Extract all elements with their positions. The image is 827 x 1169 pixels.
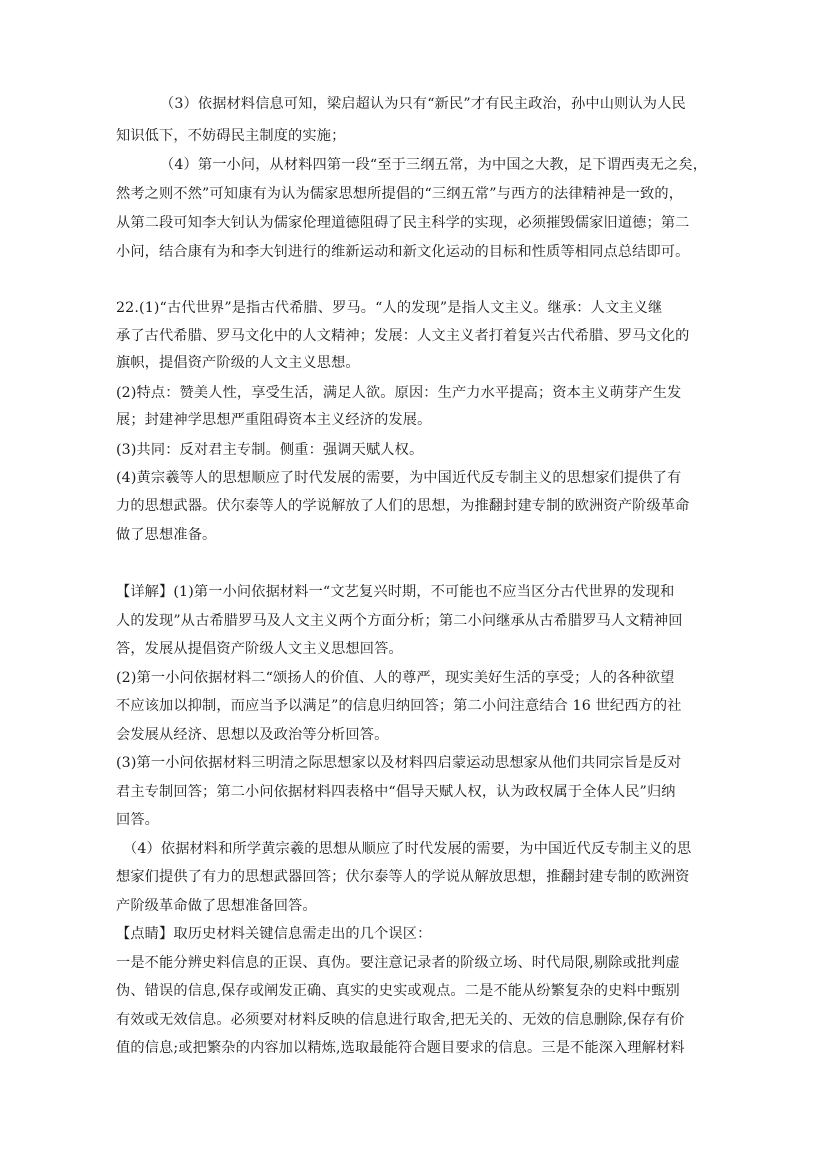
q22-answer-line-6: (3)共同：反对君主专制。侧重：强调天赋人权。 bbox=[116, 442, 424, 458]
detail-line-10: （4）依据材料和所学黄宗羲的思想从顺应了时代发展的需要，为中国近代反专制主义的思 bbox=[123, 841, 692, 857]
note-3-line-1: （3）依据材料信息可知，梁启超认为只有“新民”才有民主政治，孙中山则认为人民 bbox=[160, 96, 686, 112]
tip-line-3: 有效或无效信息。必须要对材料反映的信息进行取舍,把无关的、无效的信息删除,保存有价 bbox=[116, 1012, 685, 1028]
q22-answer-line-9: 做了思想准备。 bbox=[116, 527, 217, 543]
tip-line-1: 一是不能分辨史料信息的正误、真伪。要注意记录者的阶级立场、时代局限,剔除或批判虚 bbox=[116, 955, 680, 971]
q22-answer-line-7: (4)黄宗羲等人的思想顺应了时代发展的需要，为中国近代反专制主义的思想家们提供了有 bbox=[116, 470, 682, 486]
q22-answer-line-8: 力的思想武器。伏尔泰等人的学说解放了人们的思想，为推翻封建专制的欧洲资产阶级革命 bbox=[116, 498, 690, 514]
q22-answer-line-4: (2)特点：赞美人性，享受生活，满足人欲。原因：生产力水平提高；资本主义萌芽产生发 bbox=[116, 385, 682, 401]
q22-answer-line-3: 旗帜，提倡资产阶级的人文主义思想。 bbox=[116, 355, 360, 371]
note-4-line-4: 小问，结合康有为和李大钊进行的维新运动和新文化运动的目标和性质等相同点总结即可。 bbox=[116, 244, 690, 260]
q22-answer-line-1: 22.(1)“古代世界”是指古代希腊、罗马。“人的发现”是指人文主义。继承：人文主义继 bbox=[116, 300, 663, 316]
detail-line-8: 君主专制回答；第二小问依据材料四表格中“倡导天赋人权，认为政权属于全体人民”归纳 bbox=[116, 784, 676, 800]
q22-answer-line-5: 展；封建神学思想严重阻碍资本主义经济的发展。 bbox=[116, 412, 432, 428]
detail-line-11: 想家们提供了有力的思想武器回答；伏尔泰等人的学说从解放思想，推翻封建专制的欧洲资 bbox=[116, 869, 690, 885]
detail-line-2: 人的发现”从古希腊罗马及人文主义两个方面分析；第二小问继承从古希腊罗马人文精神回 bbox=[116, 613, 683, 629]
note-4-line-3: 从第二段可知李大钊认为儒家伦理道德阻碍了民主科学的实现，必须摧毁儒家旧道德；第二 bbox=[116, 215, 690, 231]
detail-line-7: (3)第一小问依据材料三明清之际思想家以及材料四启蒙运动思想家从他们共同宗旨是反对 bbox=[116, 755, 682, 771]
note-3-line-2: 知识低下，不妨碍民主制度的实施； bbox=[116, 128, 346, 144]
detail-line-12: 产阶级革命做了思想准备回答。 bbox=[116, 898, 317, 914]
note-4-line-1: （4）第一小问，从材料四第一段“至于三纲五常，为中国之大教，足下谓西夷无之矣， bbox=[160, 157, 708, 173]
tip-heading: 【点睛】取历史材料关键信息需走出的几个误区： bbox=[116, 926, 432, 942]
detail-line-4: (2)第一小问依据材料二“颂扬人的价值、人的尊严，现实美好生活的享受；人的各种欲望 bbox=[116, 670, 675, 686]
detail-line-9: 回答。 bbox=[116, 812, 160, 828]
detail-line-5: 不应该加以抑制，而应当予以满足”的信息归纳回答；第二小问注意结合 16 世纪西方的社 bbox=[116, 698, 682, 714]
detail-line-1: 【详解】(1)第一小问依据材料一“文艺复兴时期，不可能也不应当区分古代世界的发现和 bbox=[116, 584, 675, 600]
tip-line-2: 伪、错误的信息,保存或阐发正确、真实的史实或观点。二是不能从纷繁复杂的史料中甄别 bbox=[116, 983, 680, 999]
detail-line-3: 答，发展从提倡资产阶级人文主义思想回答。 bbox=[116, 641, 403, 657]
note-4-line-2: 然考之则不然”可知康有为认为儒家思想所提倡的“三纲五常”与西方的法律精神是一致的， bbox=[116, 186, 684, 202]
detail-line-6: 会发展从经济、思想以及政治等分析回答。 bbox=[116, 727, 389, 743]
q22-answer-line-2: 承了古代希腊、罗马文化中的人文精神；发展：人文主义者打着复兴古代希腊、罗马文化的 bbox=[116, 328, 690, 344]
tip-line-4: 值的信息;或把繁杂的内容加以精炼,选取最能符合题目要求的信息。三是不能深入理解材料 bbox=[116, 1040, 685, 1056]
